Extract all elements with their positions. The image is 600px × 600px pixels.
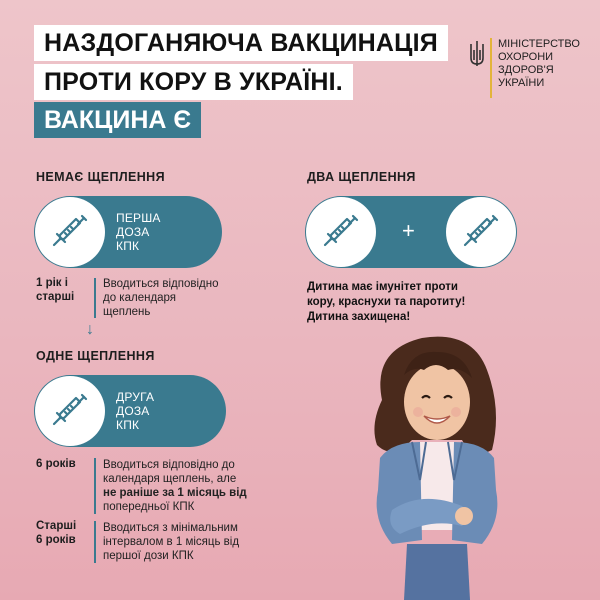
desc-line: інтервалом в 1 місяць від <box>103 536 240 548</box>
age-older-6-label <box>36 520 76 547</box>
age-line: Старші <box>36 520 77 532</box>
age-line: 1 рік і <box>36 277 68 289</box>
protection-result-text <box>307 280 465 325</box>
syringe-icon <box>459 210 503 254</box>
desc-line: календаря щеплень, але <box>103 473 237 485</box>
pill-label-line: ПЕРША <box>116 211 161 225</box>
pill-label-line: КПК <box>116 418 140 432</box>
result-line: Дитина захищена! <box>307 311 411 323</box>
plus-sign: + <box>402 218 415 243</box>
pill-label-line: ДРУГА <box>116 390 155 404</box>
ministry-name-line: МІНІСТЕРСТВО <box>498 38 580 50</box>
age-6-years-label <box>36 458 76 472</box>
first-dose-description <box>103 277 218 319</box>
age-line: старші <box>36 290 75 303</box>
title-line-1: НАЗДОГАНЯЮЧА ВАКЦИНАЦІЯ <box>34 25 448 61</box>
divider-line <box>94 278 96 318</box>
pill-label-line: КПК <box>116 239 140 253</box>
two-vaccinations-heading: ДВА ЩЕПЛЕННЯ <box>307 170 416 184</box>
result-line: кору, краснухи та паротиту! <box>307 296 466 308</box>
desc-line: першої дози КПК <box>103 550 194 562</box>
age-line: 6 років <box>36 533 76 546</box>
syringe-icon <box>319 210 363 254</box>
syringe-circle <box>35 376 105 446</box>
syringe-icon <box>48 210 92 254</box>
divider-line <box>94 521 96 563</box>
syringe-circle <box>446 197 516 267</box>
pill-label-line: ДОЗА <box>116 404 150 418</box>
divider-line <box>94 458 96 514</box>
syringe-circle <box>35 197 105 267</box>
syringe-circle <box>306 197 376 267</box>
title-line-2: ПРОТИ КОРУ В УКРАЇНІ. <box>34 64 353 100</box>
smiling-child-photo <box>352 330 522 600</box>
desc-line: попередньої КПК <box>103 501 195 513</box>
second-dose-label <box>116 390 154 432</box>
desc-line: до календаря <box>103 292 177 304</box>
desc-line: Вводиться з мінімальним <box>103 522 238 534</box>
desc-line: Вводиться відповідно до <box>103 459 235 471</box>
ministry-name-line: ЗДОРОВ'Я <box>498 64 554 76</box>
age-1-year-label <box>36 277 74 304</box>
arrow-down-icon: ↓ <box>86 321 94 338</box>
result-line: Дитина має імунітет проти <box>307 281 458 293</box>
first-dose-pill <box>34 196 222 268</box>
first-dose-label <box>116 211 161 253</box>
syringe-icon <box>48 389 92 433</box>
ministry-logo <box>470 38 580 98</box>
ministry-accent-bar <box>490 38 492 98</box>
older-6-description <box>103 521 239 563</box>
one-vaccination-heading: ОДНЕ ЩЕПЛЕННЯ <box>36 349 155 363</box>
pill-label-line: ДОЗА <box>116 225 150 239</box>
age-line: 6 років <box>36 458 76 470</box>
trident-icon <box>470 40 484 68</box>
vaccine-available-badge: ВАКЦИНА Є <box>34 102 201 138</box>
desc-line-bold: не раніше за 1 місяць від <box>103 487 247 499</box>
desc-line: щеплень <box>103 306 151 318</box>
ministry-name-line: УКРАЇНИ <box>498 77 545 89</box>
six-years-description <box>103 458 247 514</box>
no-vaccination-heading: НЕМАЄ ЩЕПЛЕННЯ <box>36 170 165 184</box>
ministry-name-line: ОХОРОНИ <box>498 51 554 63</box>
desc-line: Вводиться відповідно <box>103 278 219 290</box>
second-dose-pill <box>34 375 226 447</box>
ministry-name <box>498 38 580 90</box>
